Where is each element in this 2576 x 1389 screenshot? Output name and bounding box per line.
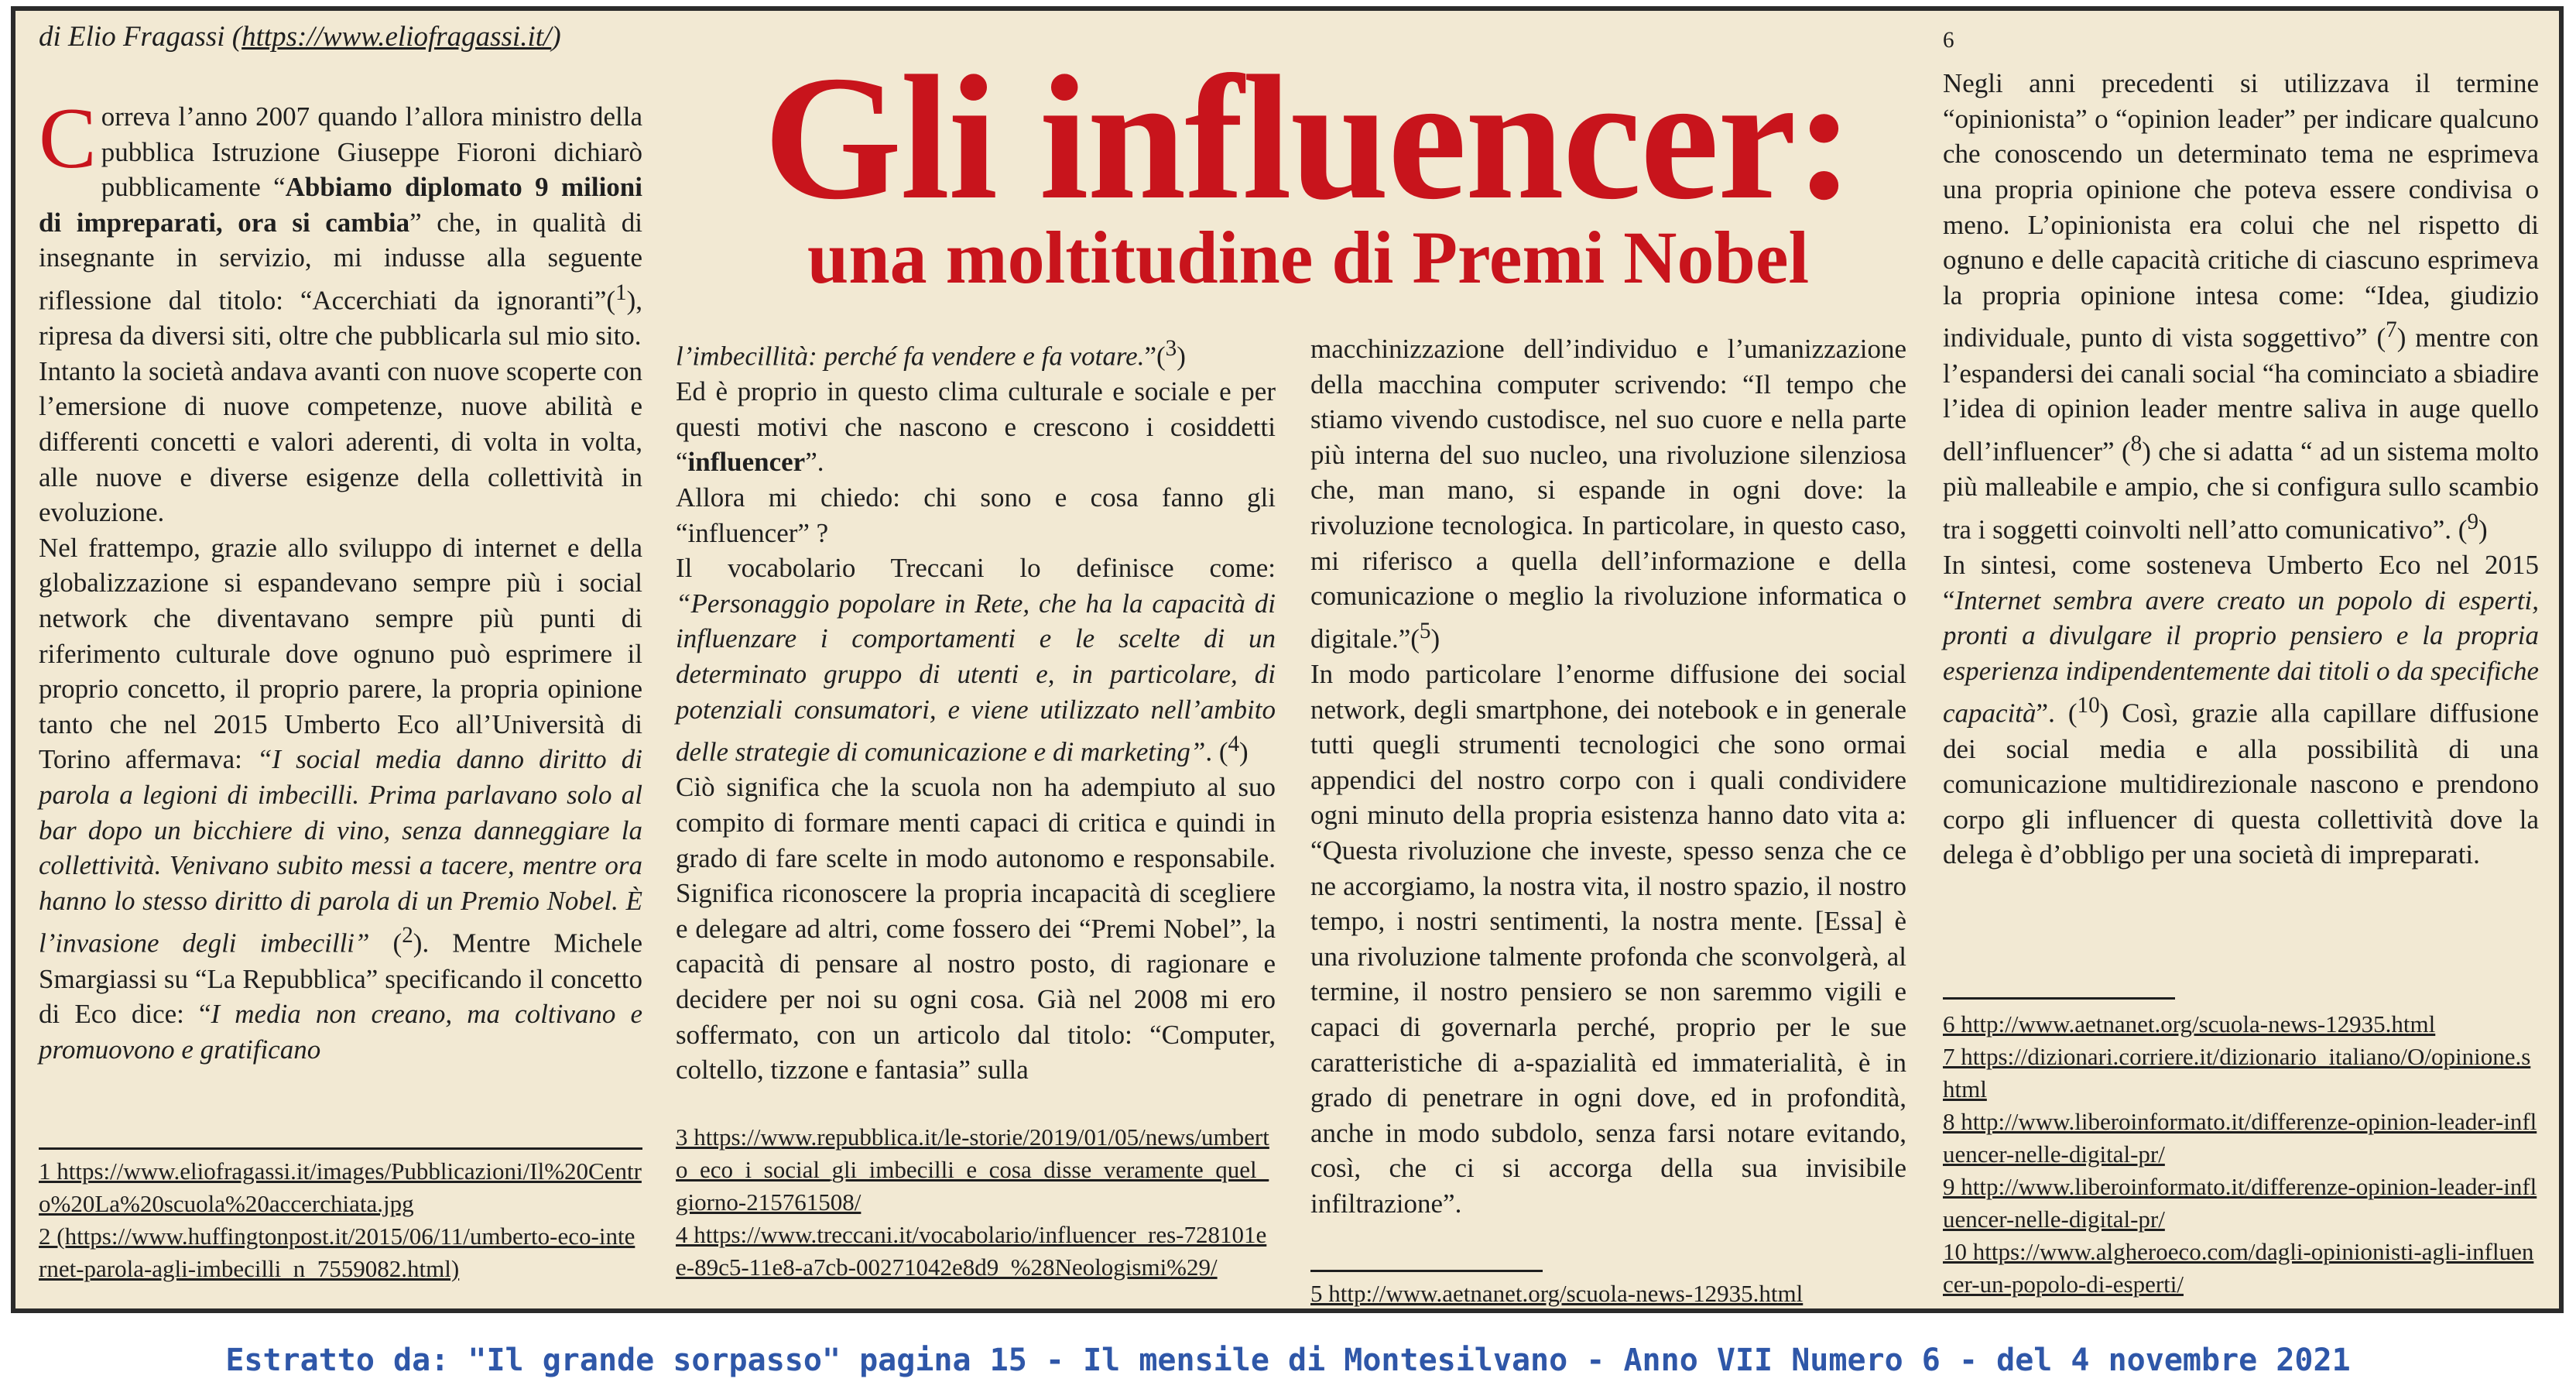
text: ) — [2478, 514, 2488, 545]
text: ). Mentre Michele Smargiassi su “La Repubblica” specificando il concetto di Eco dice: “ — [39, 928, 643, 1030]
quote-italic: I media non creano, ma coltivano e promuovono e gratificano — [39, 999, 642, 1065]
text: ) Così, grazie alla capillare diffusione dei social media e alla possibilità di una comunicazione multidirezionale nascono e prendono corpo gli influencer di questa collettività dove la delega è d’obbligo per una società di impreparati. — [1943, 698, 2539, 870]
quote-italic: Internet sembra avere creato un popolo di esperti, pronti a divulgare il proprio pensiero e la propria esperienza indipendentemente dai titoli o da specifiche capacità — [1943, 585, 2539, 729]
footnote-10[interactable]: 10 https://www.algheroeco.com/dagli-opinionisti-agli-influencer-un-popolo-di-esperti/ — [1943, 1238, 2534, 1298]
footnote-ref: 4 — [1228, 732, 1240, 757]
text: Negli anni precedenti si utilizzava il termine “opinionista” o “opinion leader” per indicare qualcuno che conoscendo un determinato tema ne esprimeva una propria opinione che poteva essere condivisa o meno. L’opinionista era colui che nel rispetto di ognuno e delle capacità critiche di ciascuno esprimeva la propria opinione intesa come: “Idea, giudizio individuale, punto di vista soggettivo” ( — [1943, 68, 2539, 354]
paragraph-1 — [1943, 66, 2539, 547]
footnote-ref: 7 — [2386, 317, 2397, 343]
footnote-rule — [1310, 1270, 1543, 1272]
column-4 — [1943, 23, 2539, 873]
text: Il vocabolario Treccani lo definisce come: — [676, 553, 1276, 584]
text: . ( — [1205, 736, 1228, 767]
text: ( — [369, 928, 402, 959]
footnote-9[interactable]: 9 http://www.liberoinformato.it/differenze-opinion-leader-influencer-nelle-digital-pr/ — [1943, 1173, 2537, 1233]
paragraph-5: Ciò significa che la scuola non ha adempiuto al suo compito di formare menti capaci di critica e quindi in grado di fare scelte in modo autonomo e responsabile. Significa riconoscere la propria incapacità di scegliere e delegare ad altri, come fossero dei “Premi Nobel”, la capacità di pensare al nostro posto, di ragionare e decidere per noi su ogni cosa. Già nel 2008 mi ero soffermato, con un articolo dal titolo: “Computer, coltello, tizzone e fantasia” sulla — [676, 772, 1276, 1085]
text: ”( — [1144, 341, 1166, 372]
footnote-2[interactable]: 2 (https://www.huffingtonpost.it/2015/06/11/umberto-eco-internet-parola-agli-imbecilli_n_7559082.html) — [39, 1223, 635, 1282]
footnote-4[interactable]: 4 https://www.treccani.it/vocabolario/influencer_res-728101ee-89c5-11e8-a7cb-00271042e8d9_%28Neologismi%29/ — [676, 1221, 1267, 1281]
footnote-5[interactable]: 5 http://www.aetnanet.org/scuola-news-12935.html — [1310, 1280, 1804, 1307]
quote-italic: “Personaggio popolare in Rete, che ha la capacità di influenzare i comportamenti e le scelte di un determinato gruppo di utenti e, in particolare, di potenziali consumatori, e viene utilizzato nell’ambito delle strategie di comunicazione e di marketing” — [676, 588, 1276, 767]
column-3 — [1310, 331, 1906, 1222]
byline-suffix: ) — [551, 21, 561, 53]
paragraph-3 — [39, 530, 642, 1068]
footnotes-col2 — [676, 1121, 1276, 1284]
article-title: Gli influencer: — [763, 39, 1853, 236]
text: Ed è proprio in questo clima culturale e sociale e per questi motivi che nascono e crescono i cosiddetti “ — [676, 376, 1276, 478]
footnote-7[interactable]: 7 https://dizionari.corriere.it/dizionario_italiano/O/opinione.shtml — [1943, 1043, 2531, 1103]
text: Nel frattempo, grazie allo sviluppo di internet e della globalizzazione si espandevano sempre più i social network che diventavano sempre più punti di riferimento culturale dove ognuno può esprimere il proprio concetto, il proprio parere, la propria opinione tanto che nel 2015 Umberto Eco all’Università di Torino affermava: — [39, 532, 642, 775]
footnote-ref: 2 — [402, 923, 413, 948]
footnote-ref: 5 — [1419, 618, 1431, 643]
text: ) — [1430, 623, 1440, 654]
footnote-8[interactable]: 8 http://www.liberoinformato.it/differenze-opinion-leader-influencer-nelle-digital-pr/ — [1943, 1108, 2537, 1168]
footnote-ref: 1 — [615, 280, 627, 305]
top-footnote-ref — [1943, 23, 2539, 66]
footnote-ref: 6 — [1943, 28, 1954, 53]
byline-prefix: di Elio Fragassi ( — [39, 21, 242, 53]
text: macchinizzazione dell’individuo e l’umanizzazione della macchina computer scrivendo: “Il tempo che stiamo vivendo custodisce, nel suo cuore e nella parte più interna del suo nucleo, una rivoluzione silenziosa che, man mano, si espande in ogni dove: la rivoluzione tecnologica. In particolare, in questo caso, mi riferisco a quella dell’informazione e della comunicazione o meglio la rivoluzione informatica o digitale.”( — [1310, 334, 1906, 654]
footnote-3[interactable]: 3 https://www.repubblica.it/le-storie/2019/01/05/news/umberto_eco_i_social_gli_imbecilli_e_cosa_disse_veramente_quel_giorno-215761508/ — [676, 1123, 1269, 1216]
paragraph-3: Allora mi chiedo: chi sono e cosa fanno gli “influencer” ? — [676, 482, 1276, 548]
column-2 — [676, 331, 1276, 1088]
footnote-6[interactable]: 6 http://www.aetnanet.org/scuola-news-12935.html — [1943, 1010, 2436, 1037]
text: ” che, in qualità di insegnante in servizio, mi indusse alla seguente riflessione dal titolo: “Accerchiati da ignoranti”( — [39, 207, 642, 316]
footnote-ref: 10 — [2077, 693, 2100, 719]
footnotes-col4 — [1943, 1008, 2539, 1301]
text: ”. ( — [2036, 698, 2078, 729]
author-link[interactable]: https://www.eliofragassi.it/ — [242, 21, 552, 53]
column-1 — [39, 91, 643, 1067]
source-footer: Estratto da: "Il grande sorpasso" pagina 15 - Il mensile di Montesilvano - Anno VII Numero 6 - del 4 novembre 2021 — [225, 1343, 2351, 1378]
paragraph-1 — [1310, 331, 1906, 657]
text: ), ripresa da diversi siti, oltre che pubblicarla sul mio sito. — [39, 285, 642, 352]
paragraph-1 — [39, 91, 642, 354]
text: In sintesi, come sosteneva Umberto Eco nel 2015 “ — [1943, 549, 2539, 616]
footnote-ref: 3 — [1165, 336, 1177, 361]
quote-italic: “I social media danno diritto di parola a legioni di imbecilli. Prima parlavano solo al bar dopo un bicchiere di vino, senza danneggiare la collettività. Venivano subito messi a tacere, mentre ora hanno lo stesso diritto di parola di un Premio Nobel. È l’invasione degli imbecilli” — [39, 744, 642, 959]
quote-italic: l’imbecillità: perché fa vendere e fa votare. — [676, 341, 1145, 372]
drop-cap: C — [39, 91, 97, 187]
text: ) che si adatta “ ad un sistema molto più malleabile e ampio, che si configura sullo scambio tra i soggetti coinvolti nell’atto comunicativo”. ( — [1943, 436, 2539, 545]
text: ) mentre con l’espandersi dei canali social “ha cominciato a sbiadire l’idea di opinion leader mentre saliva in auge quello dell’influencer” ( — [1943, 323, 2539, 467]
term-bold: influencer — [687, 447, 806, 478]
text: ) — [1239, 736, 1249, 767]
paragraph-4 — [676, 550, 1276, 770]
text: orreva l’anno 2007 quando l’allora ministro della pubblica Istruzione Giuseppe Fioroni dichiarò pubblicamente “ — [101, 101, 642, 203]
paragraph-2 — [676, 374, 1276, 480]
text: ) — [1177, 341, 1186, 372]
text: ”. — [805, 447, 824, 478]
quote-bold: Abbiamo diplomato 9 milioni di impreparati, ora si cambia — [39, 172, 642, 238]
article-subtitle: una moltitudine di Premi Nobel — [807, 216, 1810, 299]
footnotes-col3 — [1310, 1278, 1906, 1310]
byline — [39, 20, 561, 53]
paragraph-2: In modo particolare l’enorme diffusione dei social network, degli smartphone, dei notebook e in generale tutti quegli strumenti tecnologici che sono ormai appendici del nostro corpo con i quali condividere ogni minuto della propria esistenza hanno dato vita a: “Questa rivoluzione che investe, spesso senza che ce ne accorgiamo, la nostra vita, il nostro spazio, il nostro tempo, i nostri sentimenti, la nostra mente. [Essa] è una rivoluzione talmente profonda che sconvolgerà, al termine, il nostro pensiero se non saremmo vigili e capaci di governarla perché, proprio per le sue caratteristiche di a-spazialità ed immaterialità, è in grado di penetrare in ogni dove, ed in profondità, anche in modo subdolo, senza farsi notare evitando, così, che ci si accorga della sua invisibile infiltrazione”. — [1310, 659, 1906, 1219]
footnote-1[interactable]: 1 https://www.eliofragassi.it/images/Pubblicazioni/Il%20Centro%20La%20scuola%20accerchiata.jpg — [39, 1158, 642, 1217]
footnote-rule — [39, 1147, 642, 1150]
paragraph-1 — [676, 331, 1276, 374]
paragraph-2 — [1943, 547, 2539, 873]
footnotes-col1 — [39, 1155, 642, 1285]
footnote-rule — [1943, 997, 2175, 1000]
footnote-ref: 8 — [2130, 430, 2143, 456]
footnote-ref: 9 — [2467, 509, 2479, 534]
paragraph-2: Intanto la società andava avanti con nuove scoperte con l’emersione di nuove competenze, nuove abilità e differenti concetti e valori aderenti, di volta in volta, alle nuove e diverse esigenze della collettività in evoluzione. — [39, 355, 642, 528]
